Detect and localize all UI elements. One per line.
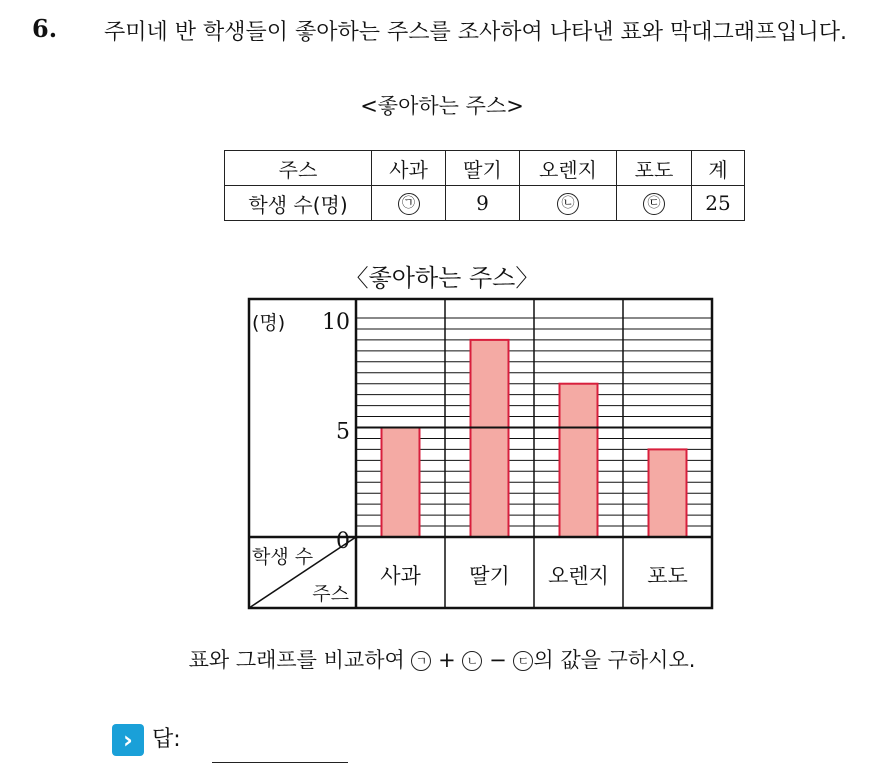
- y-tick-label: 0: [336, 529, 350, 554]
- circled-letter: ㄷ: [513, 651, 533, 671]
- prompt-prefix: 표와 그래프를 비교하여: [188, 648, 412, 672]
- answer-area: [112, 722, 181, 756]
- chart-title: 〈좋아하는 주스〉: [344, 264, 540, 292]
- circled-letter: ㉡: [557, 193, 579, 215]
- question-prompt: [0, 644, 884, 674]
- x-tick-label: 딸기: [469, 564, 510, 588]
- table-title: <좋아하는 주스>: [360, 94, 524, 118]
- bar-3: [649, 449, 687, 537]
- question-number: 6.: [32, 14, 58, 43]
- answer-label: 답:: [152, 727, 181, 752]
- y-tick-label: 10: [322, 310, 350, 335]
- ylabel-corner: 학생 수: [252, 546, 314, 568]
- x-tick-label: 포도: [647, 564, 688, 588]
- bar-1: [471, 340, 509, 537]
- value-cell: 9: [446, 186, 520, 221]
- header-cell: 주스: [225, 151, 372, 186]
- header-cell: 계: [692, 151, 745, 186]
- prompt-suffix: 의 값을 구하시오.: [533, 648, 696, 672]
- circled-letter: ㉠: [398, 193, 420, 215]
- plus-operator: +: [431, 648, 463, 672]
- header-cell: 오렌지: [520, 151, 617, 186]
- header-cell: 딸기: [446, 151, 520, 186]
- header-cell: 사과: [372, 151, 446, 186]
- value-cell: 25: [692, 186, 745, 221]
- chevron-right-icon: ›: [112, 724, 144, 756]
- answer-blank[interactable]: [212, 762, 348, 763]
- xlabel-corner: 주스: [312, 583, 349, 605]
- circled-letter: ㄴ: [462, 651, 482, 671]
- row-label: 학생 수(명): [225, 186, 372, 221]
- question-text: 주미네 반 학생들이 좋아하는 주스를 조사하여 나타낸 표와 막대그래프입니다.: [104, 20, 848, 45]
- x-tick-label: 오렌지: [548, 564, 609, 588]
- header-cell: 포도: [617, 151, 692, 186]
- circled-letter: ㄱ: [411, 651, 431, 671]
- minus-operator: −: [482, 648, 514, 672]
- bar-2: [560, 384, 598, 537]
- x-tick-label: 사과: [380, 564, 421, 588]
- unit-label: (명): [252, 312, 286, 334]
- y-tick-label: 5: [336, 419, 350, 445]
- bar-0: [382, 428, 420, 538]
- circled-letter: ㉢: [643, 193, 665, 215]
